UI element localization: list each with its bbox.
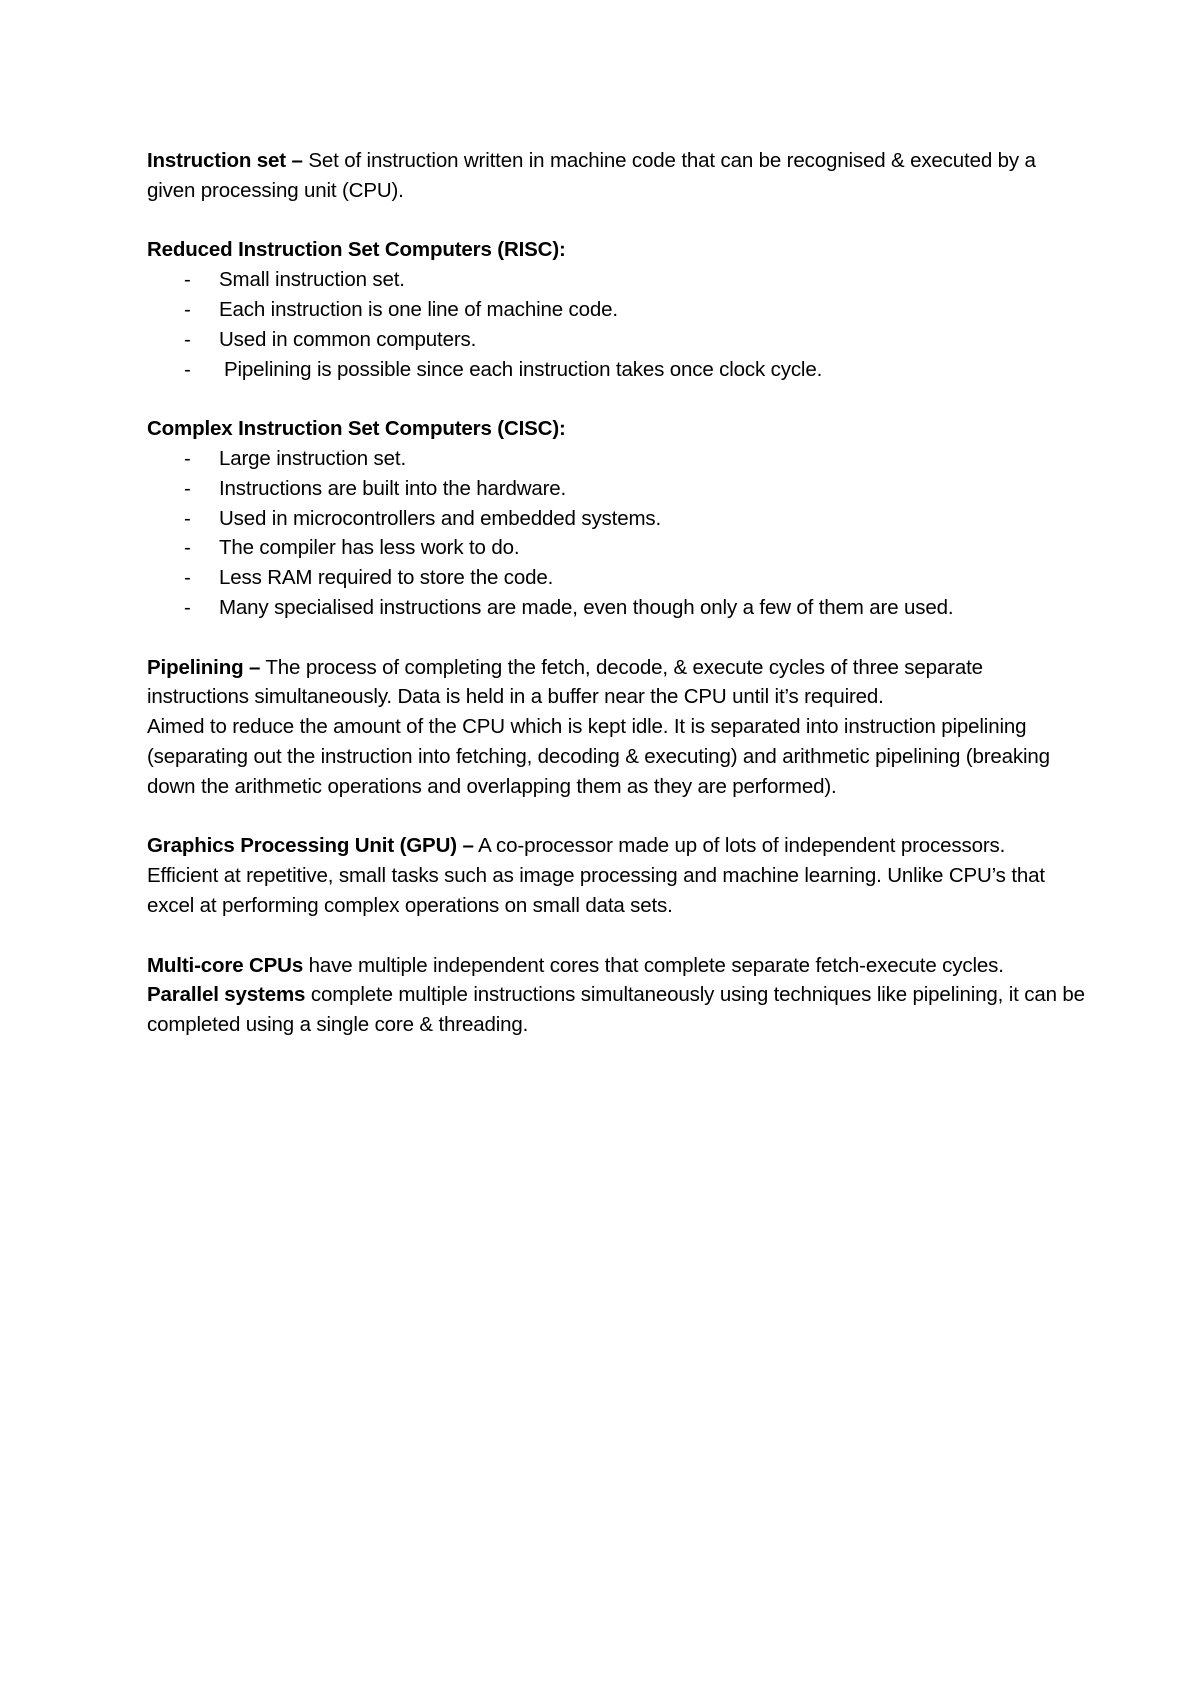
pipelining-definition: The process of completing the fetch, decode, & execute cycles of three separate instructions simultaneously. Data is held in a buffer near the CPU until it’s required.: [147, 655, 983, 709]
list-item-text: Small instruction set.: [219, 268, 405, 292]
instruction-set-paragraph: [147, 146, 1087, 206]
list-item-text: The compiler has less work to do.: [219, 536, 520, 560]
cisc-heading-text: Complex Instruction Set Computers (CISC):: [147, 417, 566, 441]
list-item: [147, 355, 1087, 385]
dash-bullet: -: [184, 566, 191, 590]
list-item: [147, 325, 1087, 355]
parallel-paragraph: [147, 980, 1087, 1040]
dash-bullet: -: [184, 357, 191, 381]
dash-bullet: -: [184, 297, 191, 321]
dash-bullet: -: [184, 506, 191, 530]
cisc-heading: [147, 414, 1087, 444]
list-item: [147, 563, 1087, 593]
dash-bullet: -: [184, 446, 191, 470]
list-item-text: Instructions are built into the hardware.: [219, 476, 567, 500]
cisc-section: [147, 414, 1087, 623]
multicore-term: Multi-core CPUs: [147, 953, 304, 977]
dash-bullet: -: [184, 476, 191, 500]
risc-heading: [147, 235, 1087, 265]
pipelining-detail: Aimed to reduce the amount of the CPU which is kept idle. It is separated into instruction pipelining (separating out the instruction into fetching, decoding & executing) and arithmetic pipelining (breaking down the arithmetic operations and overlapping them as they are performed).: [147, 715, 1050, 798]
cisc-list: [147, 444, 1087, 623]
list-item: [147, 265, 1087, 295]
list-item: [147, 474, 1087, 504]
list-item-text: Used in microcontrollers and embedded systems.: [219, 506, 662, 530]
list-item: [147, 593, 1087, 623]
multicore-parallel-section: [147, 951, 1087, 1040]
instruction-set-definition: Set of instruction written in machine code that can be recognised & executed by a given processing unit (CPU).: [147, 149, 1036, 202]
dash-bullet: -: [184, 327, 191, 351]
list-item-text: Less RAM required to store the code.: [219, 566, 554, 590]
parallel-definition: complete multiple instructions simultaneously using techniques like pipelining, it can be completed using a single core & threading.: [147, 983, 1085, 1037]
pipelining-paragraph: [147, 653, 1087, 713]
gpu-detail: Efficient at repetitive, small tasks such as image processing and machine learning. Unlike CPU’s that excel at performing complex operations on small data sets.: [147, 864, 1045, 917]
list-item: [147, 533, 1087, 563]
dash-bullet: -: [184, 595, 191, 619]
list-item-text: Many specialised instructions are made, even though only a few of them are used.: [219, 595, 954, 619]
list-item-text: Used in common computers.: [219, 327, 477, 351]
gpu-section: [147, 831, 1087, 920]
multicore-definition: have multiple independent cores that complete separate fetch-execute cycles.: [303, 953, 1004, 977]
parallel-term: Parallel systems: [147, 983, 306, 1007]
gpu-term: Graphics Processing Unit (GPU) –: [147, 834, 474, 858]
gpu-definition: A co-processor made up of lots of independent processors.: [473, 834, 1006, 858]
risc-heading-text: Reduced Instruction Set Computers (RISC):: [147, 238, 566, 262]
list-item-text: Pipelining is possible since each instruction takes once clock cycle.: [224, 357, 823, 381]
risc-section: [147, 235, 1087, 384]
list-item: [147, 444, 1087, 474]
pipelining-term: Pipelining –: [147, 655, 261, 679]
list-item-text: Each instruction is one line of machine code.: [219, 297, 618, 321]
list-item: [147, 504, 1087, 534]
pipelining-section: [147, 653, 1087, 802]
dash-bullet: -: [184, 268, 191, 292]
list-item: [147, 295, 1087, 325]
dash-bullet: -: [184, 536, 191, 560]
risc-list: [147, 265, 1087, 384]
multicore-paragraph: [147, 951, 1087, 981]
list-item-text: Large instruction set.: [219, 446, 406, 470]
instruction-set-term: Instruction set –: [147, 149, 303, 172]
gpu-paragraph: [147, 831, 1087, 861]
document-page: [147, 146, 1087, 1040]
